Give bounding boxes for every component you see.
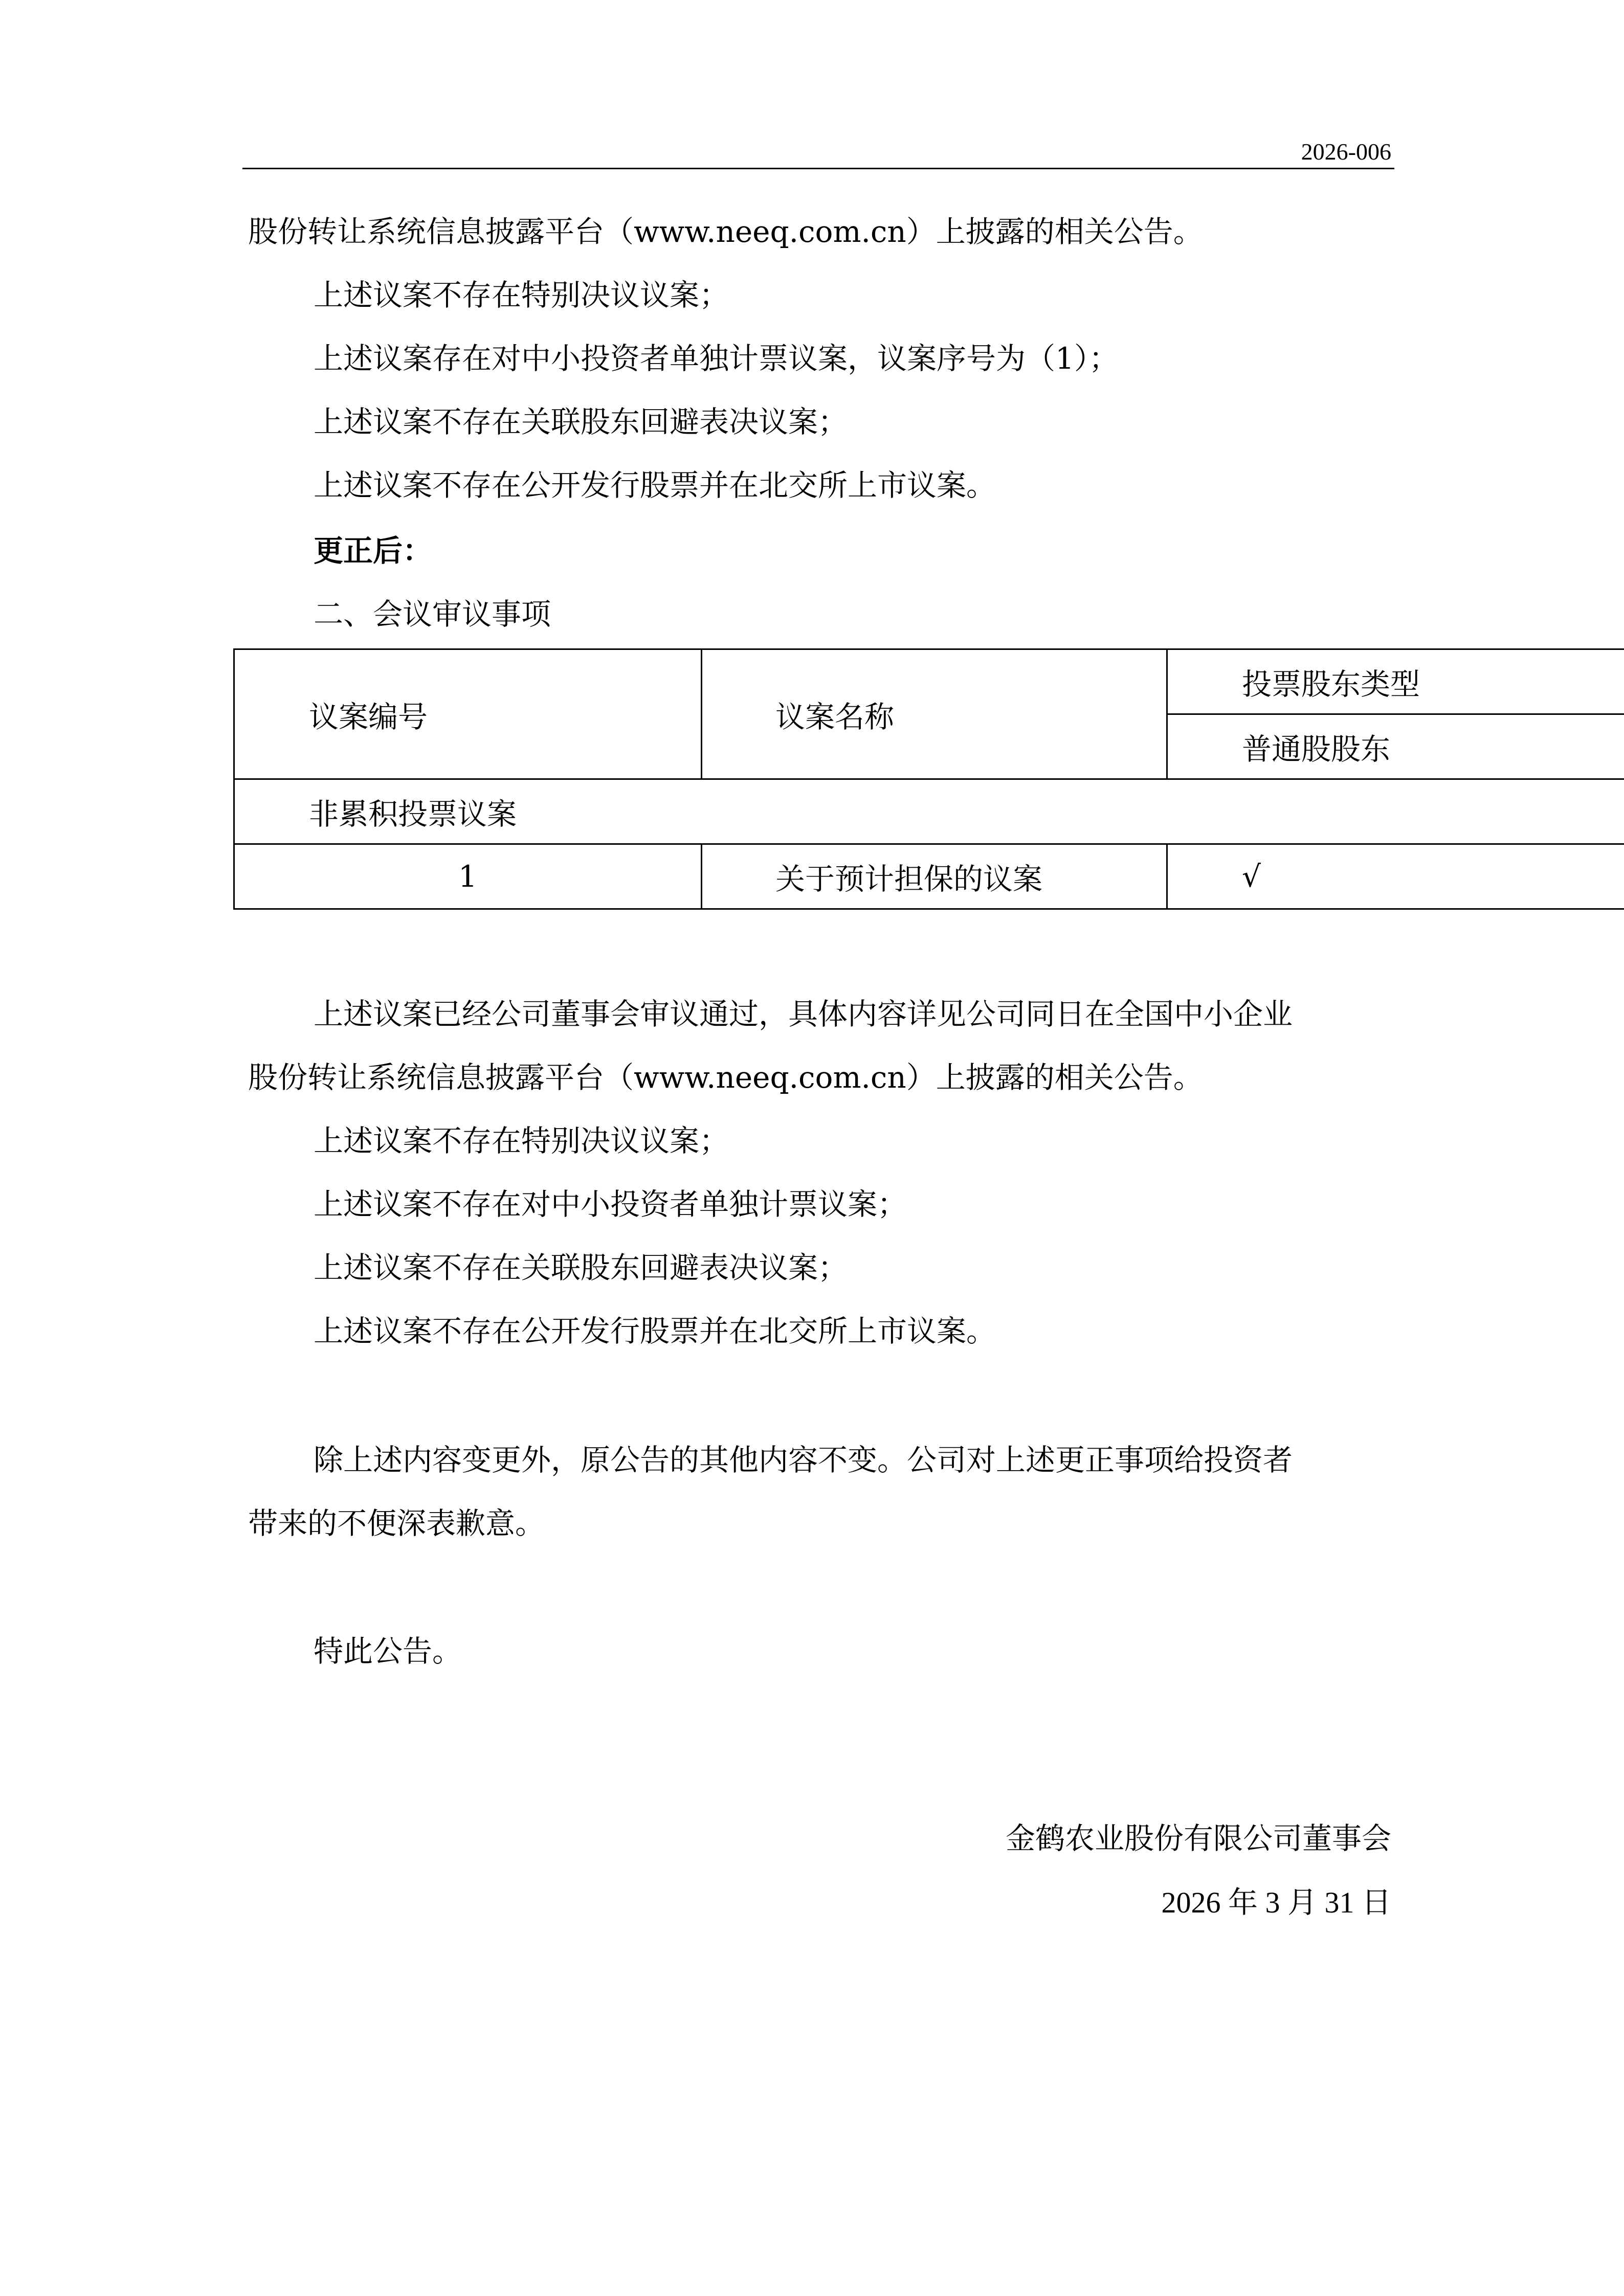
before-line-3: 上述议案存在对中小投资者单独计票议案，议案序号为（1）； — [314, 341, 1119, 376]
before-line-4: 上述议案不存在关联股东回避表决议案； — [314, 404, 848, 439]
after-para1-line2: 股份转让系统信息披露平台（www.neeq.com.cn）上披露的相关公告。 — [248, 1060, 1203, 1095]
closing-notice: 特此公告。 — [314, 1634, 462, 1669]
table-row — [234, 844, 1624, 909]
before-line-2: 上述议案不存在特别决议议案； — [314, 278, 729, 312]
agenda-table — [233, 648, 1624, 910]
header-rule — [242, 168, 1394, 169]
closing-line-1: 除上述内容变更外，原公告的其他内容不变。公司对上述更正事项给投资者 — [314, 1443, 1293, 1477]
group-label-row: 非累积投票议案 — [234, 779, 1624, 844]
after-heading: 更正后： — [314, 533, 433, 568]
before-line-5: 上述议案不存在公开发行股票并在北交所上市议案。 — [314, 468, 996, 503]
after-para1-line1: 上述议案已经公司董事会审议通过，具体内容详见公司同日在全国中小企业 — [314, 997, 1293, 1031]
col-header-voter-type: 投票股东类型 — [1167, 649, 1624, 714]
section-title: 二、会议审议事项 — [314, 597, 551, 632]
after-line-3: 上述议案不存在关联股东回避表决议案； — [314, 1250, 848, 1285]
closing-line-2: 带来的不便深表歉意。 — [248, 1506, 545, 1541]
col-header-number: 议案编号 — [234, 649, 702, 779]
row-name-cell: 关于预计担保的议案 — [702, 844, 1167, 909]
after-line-4: 上述议案不存在公开发行股票并在北交所上市议案。 — [314, 1314, 996, 1348]
after-line-1: 上述议案不存在特别决议议案； — [314, 1123, 729, 1158]
signature-org: 金鹤农业股份有限公司董事会 — [1005, 1821, 1391, 1856]
col-header-name: 议案名称 — [702, 649, 1167, 779]
header-doc-code: 2026-006 — [1301, 139, 1391, 165]
after-line-2: 上述议案不存在对中小投资者单独计票议案； — [314, 1187, 907, 1222]
col-header-voter-sub: 普通股股东 — [1167, 714, 1624, 779]
row-number-cell: 1 — [234, 844, 702, 909]
before-line-1: 股份转让系统信息披露平台（www.neeq.com.cn）上披露的相关公告。 — [248, 214, 1203, 249]
signature-date: 2026 年 3 月 31 日 — [1161, 1886, 1391, 1919]
row-check-cell: √ — [1167, 844, 1624, 909]
